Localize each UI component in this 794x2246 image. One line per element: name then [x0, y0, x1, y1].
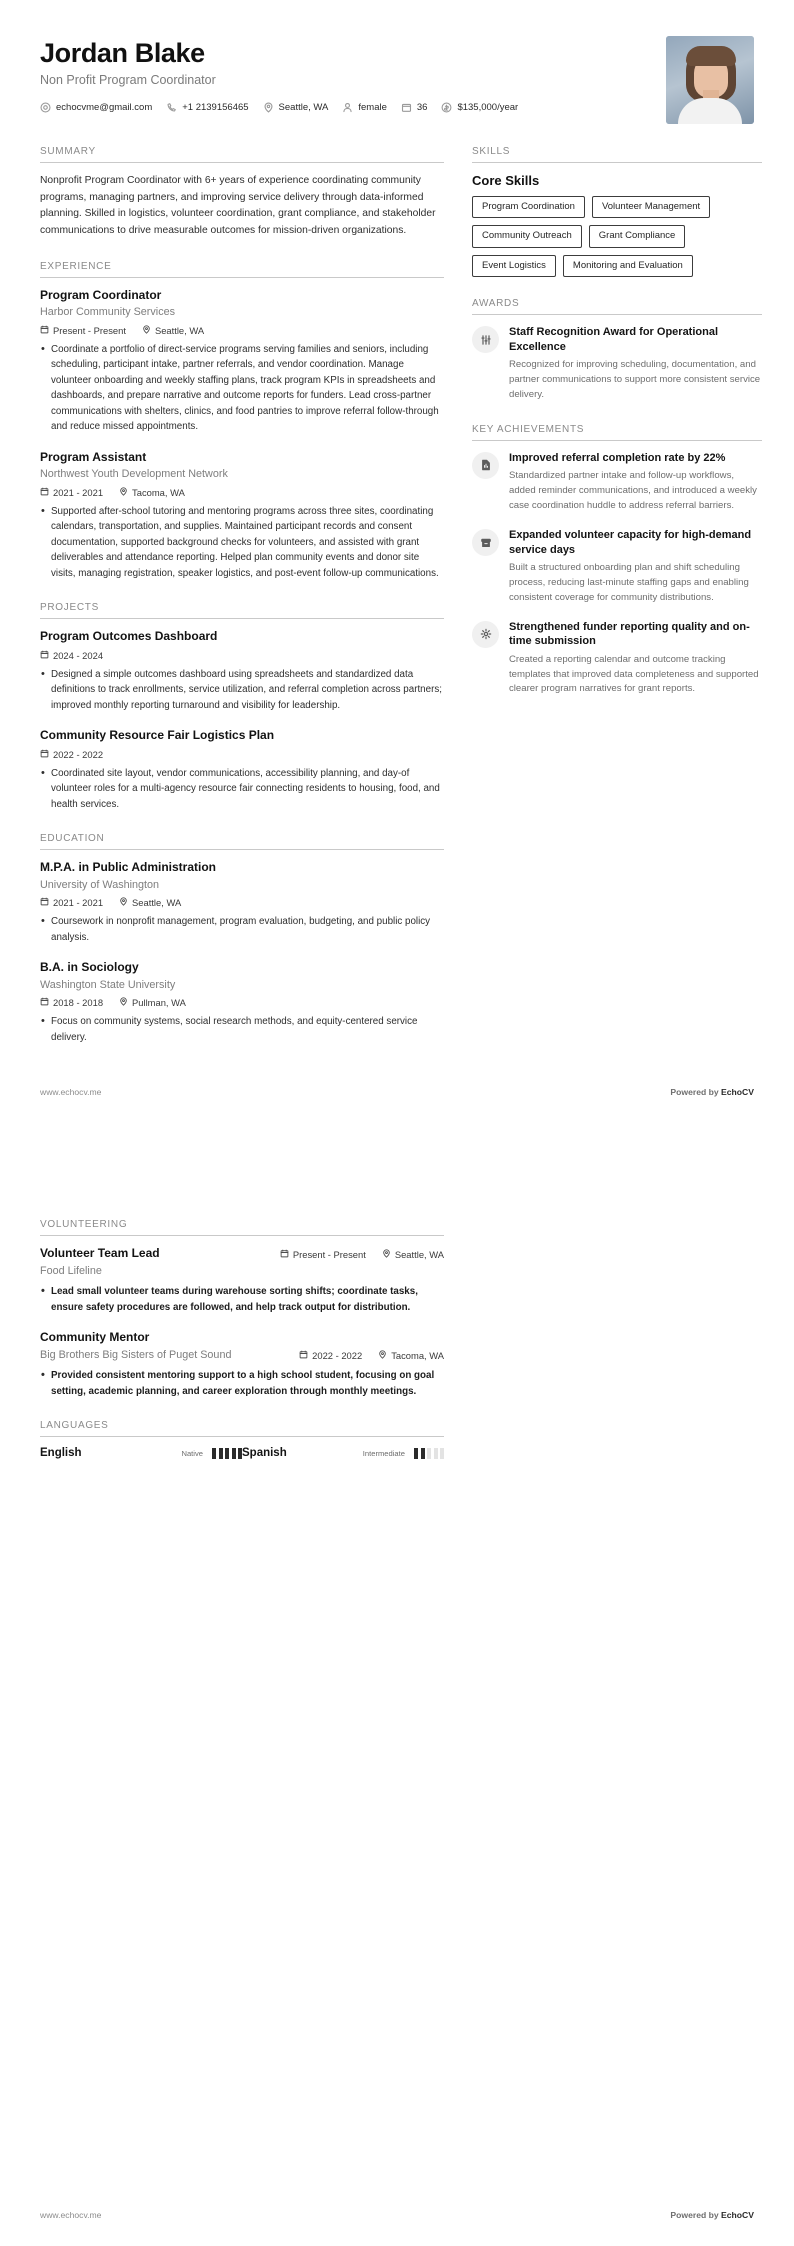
experience-location-value: Seattle, WA: [154, 324, 205, 336]
education-dates: [40, 997, 103, 1008]
contact-email[interactable]: [40, 102, 152, 113]
volunteering-entry: [40, 1330, 444, 1399]
proficiency-dot: [421, 1448, 425, 1459]
education-org: Washington State University: [40, 978, 176, 991]
volunteering-entry: [40, 1246, 444, 1315]
list-item: • Coordinate a portfolio of direct-service programs serving families and seniors, including scheduling, participant intake, partner referrals, and vendor coordination. Manage volunteer onboarding and weekly staffing plans, track program KPIs in spreadsheets and dashboards, and prepare narrative and outcome reports for funders. Lead cross-partner communications with shelters, clinics, and food pantries to improve referral follow-through and reduce missed appointments.: [40, 342, 444, 435]
achievement-item: [472, 620, 762, 698]
side-column-page2: [472, 1219, 762, 1480]
list-item: • Lead small volunteer teams during warehouse sorting shifts; coordinate tasks, ensure safety procedures are followed, and help track output for distribution.: [40, 1284, 444, 1315]
calendar-icon: [40, 749, 49, 760]
calendar-icon: [40, 997, 49, 1008]
project-bullets: [40, 766, 444, 812]
experience-location: [142, 325, 204, 336]
skill-chip: Program Coordination: [472, 196, 585, 218]
list-item: • Supported after-school tutoring and mentoring programs across three sites, coordinating calendars, transportation, and supplies. Maintained participant records and consent documentation, supported background checks for volunteers, and assisted with grant deliverables and attendance reporting. Helped plan community events and donor site visits, managing registration, speaker logistics, and post-event follow-up communications.: [40, 504, 444, 581]
language-name: English: [40, 1447, 82, 1460]
location-icon: [142, 325, 151, 336]
project-bullets: [40, 667, 444, 713]
list-item: • Designed a simple outcomes dashboard using spreadsheets and standardized data definitions to track enrollments, service utilization, and referral completion across partners; improved monthly reporting turnaround and visibility for leadership.: [40, 667, 444, 713]
location-icon: [382, 1249, 391, 1260]
archive-box-icon: [472, 529, 499, 556]
contact-age: [401, 102, 428, 113]
section-awards: [472, 298, 762, 403]
main-column-page2: [40, 1219, 444, 1480]
contact-row: [40, 102, 518, 113]
achievement-body: [509, 451, 762, 514]
skills-heading: SKILLS: [472, 146, 762, 163]
contact-phone-value: +1 2139156465: [182, 102, 249, 114]
location-icon: [119, 487, 128, 498]
project-dates: [40, 650, 103, 661]
list-item: • Focus on community systems, social research methods, and equity-centered service delivery.: [40, 1014, 444, 1045]
contact-location: [263, 102, 329, 113]
page-footer: [40, 2210, 754, 2220]
gear-icon: [472, 621, 499, 648]
education-entry: [40, 860, 444, 945]
skill-chip: Volunteer Management: [592, 196, 710, 218]
footer-brand: [670, 1087, 754, 1097]
experience-dates-value: Present - Present: [53, 324, 126, 336]
volunteering-dates-value: Present - Present: [292, 1249, 366, 1260]
project-title: Program Outcomes Dashboard: [40, 629, 218, 644]
volunteering-title: Volunteer Team Lead: [40, 1246, 160, 1260]
language-item: [40, 1447, 242, 1459]
content-columns: [40, 146, 761, 1066]
language-level: Native: [181, 1448, 203, 1458]
experience-dates-value: 2021 - 2021: [53, 486, 104, 498]
calendar-icon: [40, 487, 49, 498]
project-dates-value: 2024 - 2024: [53, 649, 104, 661]
experience-entry: [40, 450, 444, 582]
volunteering-head-left: [40, 1330, 231, 1362]
key-achievements-heading: KEY ACHIEVEMENTS: [472, 424, 762, 441]
education-dates-value: 2018 - 2018: [53, 997, 104, 1009]
experience-meta: [40, 325, 444, 336]
candidate-name: Jordan Blake: [40, 38, 205, 68]
award-description: Recognized for improving scheduling, documentation, and partner communications to support more consistent service delivery.: [509, 359, 761, 401]
contact-gender: [342, 102, 387, 113]
list-item: • Coordinated site layout, vendor communications, accessibility planning, and day-of volunteer roles for a multi-agency resource fair connecting residents to housing, food, and health services.: [40, 766, 444, 812]
experience-location: [119, 487, 185, 498]
language-item: [242, 1447, 444, 1459]
proficiency-dot: [232, 1448, 236, 1459]
location-icon: [263, 102, 274, 113]
proficiency-dot: [212, 1448, 216, 1459]
volunteering-dates: [299, 1350, 362, 1361]
project-title: Community Resource Fair Logistics Plan: [40, 728, 275, 743]
project-meta: [40, 749, 444, 760]
sliders-icon: [472, 326, 499, 353]
contact-salary: [441, 102, 518, 113]
achievement-description: Built a structured onboarding plan and shift scheduling process, reducing last-minute staffing gaps and enabling consistent coverage for community distributions.: [509, 562, 749, 603]
project-dates-value: 2022 - 2022: [53, 748, 104, 760]
footer-brand: [670, 2210, 754, 2220]
calendar-icon: [401, 102, 412, 113]
volunteering-meta: [280, 1249, 444, 1260]
footer-brand-name: EchoCV: [721, 1087, 754, 1097]
volunteering-bullets: [40, 1284, 444, 1315]
experience-dates: [40, 487, 103, 498]
education-dates-value: 2021 - 2021: [53, 897, 104, 909]
achievement-item: [472, 451, 762, 514]
salary-icon: [441, 102, 452, 113]
volunteering-location-value: Tacoma, WA: [391, 1350, 444, 1362]
footer-powered-prefix: Powered by: [670, 2210, 722, 2220]
section-projects: [40, 602, 444, 812]
experience-meta: [40, 487, 444, 498]
volunteering-location: [378, 1350, 444, 1361]
award-body: [509, 325, 762, 403]
language-row: [40, 1447, 444, 1459]
volunteering-location: [382, 1249, 444, 1260]
section-experience: [40, 261, 444, 581]
contact-email-value: echocvme@gmail.com: [56, 102, 153, 114]
experience-heading: EXPERIENCE: [40, 261, 444, 278]
volunteering-head-left: [40, 1246, 160, 1278]
proficiency-dot: [225, 1448, 229, 1459]
contact-location-value: Seattle, WA: [278, 102, 329, 114]
volunteering-dates: [280, 1249, 366, 1260]
languages-heading: LANGUAGES: [40, 1420, 444, 1437]
volunteering-org: Big Brothers Big Sisters of Puget Sound: [40, 1348, 232, 1361]
skill-chip: Monitoring and Evaluation: [563, 255, 693, 277]
skill-chip-list: [472, 196, 762, 277]
volunteering-title: Community Mentor: [40, 1330, 150, 1345]
projects-heading: PROJECTS: [40, 602, 444, 619]
proficiency-dot: [414, 1448, 418, 1459]
education-dates: [40, 897, 103, 908]
contact-age-value: 36: [416, 102, 428, 114]
skill-chip: Community Outreach: [472, 225, 582, 247]
side-column: [472, 146, 762, 1066]
award-title: Staff Recognition Award for Operational Excellence: [509, 326, 719, 353]
experience-location-value: Tacoma, WA: [132, 486, 185, 498]
avatar-hair-front: [686, 46, 736, 66]
volunteering-head-row: [40, 1246, 444, 1278]
location-icon: [119, 897, 128, 908]
section-languages: [40, 1420, 444, 1459]
volunteering-bullets: [40, 1368, 444, 1399]
phone-icon: [166, 102, 177, 113]
education-title: M.P.A. in Public Administration: [40, 860, 217, 875]
calendar-icon: [40, 650, 49, 661]
footer-website[interactable]: www.echocv.me: [40, 2210, 102, 2220]
awards-heading: AWARDS: [472, 298, 762, 315]
project-entry: [40, 728, 444, 812]
achievement-item: [472, 528, 762, 606]
language-name: Spanish: [242, 1447, 287, 1460]
education-location-value: Seattle, WA: [132, 897, 182, 909]
language-proficiency-dots: [212, 1448, 242, 1459]
experience-entry: [40, 288, 444, 435]
achievement-title: Strengthened funder reporting quality and on-time submission: [509, 620, 750, 648]
achievement-body: [509, 528, 762, 606]
proficiency-dot: [434, 1448, 438, 1459]
experience-bullets: [40, 504, 444, 581]
achievement-description: Created a reporting calendar and outcome tracking templates that improved data completeness and supported clearer program narratives for grant reports.: [509, 653, 759, 695]
experience-title: Program Assistant: [40, 449, 147, 464]
calendar-icon: [40, 897, 49, 908]
contact-phone[interactable]: [166, 102, 248, 113]
project-meta: [40, 650, 444, 661]
proficiency-dot: [219, 1448, 223, 1459]
email-icon: [40, 102, 51, 113]
page-footer: [40, 1087, 754, 1097]
education-heading: EDUCATION: [40, 833, 444, 850]
experience-dates: [40, 325, 126, 336]
summary-heading: SUMMARY: [40, 146, 444, 163]
proficiency-dot: [427, 1448, 431, 1459]
language-proficiency-dots: [414, 1448, 444, 1459]
education-title: B.A. in Sociology: [40, 960, 139, 975]
section-key-achievements: [472, 424, 762, 697]
candidate-job-title: Non Profit Program Coordinator: [40, 73, 216, 88]
person-icon: [342, 102, 353, 113]
calendar-icon: [280, 1249, 289, 1260]
volunteering-org: Food Lifeline: [40, 1264, 102, 1277]
summary-text: Nonprofit Program Coordinator with 6+ years of experience coordinating community programs, managing partners, and improving service delivery through data-informed planning. Skilled in logistics, volunteer coordination, grant compliance, and stakeholder communications to drive measurable outcomes for mission-driven organizations.: [40, 175, 436, 237]
chart-document-icon: [472, 452, 499, 479]
language-level: Intermediate: [362, 1448, 405, 1458]
achievement-body: [509, 620, 762, 698]
achievement-title: Expanded volunteer capacity for high-demand service days: [509, 529, 752, 556]
location-icon: [378, 1350, 387, 1361]
experience-title: Program Coordinator: [40, 287, 162, 302]
location-icon: [119, 997, 128, 1008]
experience-org: Northwest Youth Development Network: [40, 468, 228, 481]
education-location: [119, 897, 181, 908]
education-org: University of Washington: [40, 878, 160, 891]
contact-gender-value: female: [358, 102, 387, 114]
resume-page-2: [0, 1123, 794, 2246]
section-summary: [40, 146, 444, 240]
education-meta: [40, 897, 444, 908]
header-text-block: [40, 36, 518, 113]
footer-powered-prefix: Powered by: [670, 1087, 722, 1097]
achievement-title: Improved referral completion rate by 22%: [509, 451, 726, 464]
list-item: • Provided consistent mentoring support to a high school student, focusing on goal setting, academic planning, and career exploration through monthly meetings.: [40, 1368, 444, 1399]
footer-website[interactable]: www.echocv.me: [40, 1087, 102, 1097]
project-dates: [40, 749, 103, 760]
section-education: [40, 833, 444, 1045]
calendar-icon: [299, 1350, 308, 1361]
experience-bullets: [40, 342, 444, 435]
skills-group-title: Core Skills: [472, 173, 540, 188]
volunteering-head-row: [40, 1330, 444, 1362]
avatar: [666, 36, 754, 124]
contact-salary-value: $135,000/year: [457, 102, 519, 114]
education-bullets: [40, 914, 444, 945]
skill-chip: Grant Compliance: [589, 225, 686, 247]
proficiency-dot: [440, 1448, 444, 1459]
achievement-description: Standardized partner intake and follow-up workflows, added reminder communications, and introduced a weekly case coordination huddle to address referral barriers.: [509, 470, 757, 512]
main-column: [40, 146, 444, 1066]
content-columns-page2: [40, 1219, 754, 1480]
volunteering-meta: [299, 1350, 444, 1361]
education-meta: [40, 997, 444, 1008]
volunteering-dates-value: 2022 - 2022: [312, 1350, 363, 1362]
calendar-icon: [40, 325, 49, 336]
list-item: • Coursework in nonprofit management, program evaluation, budgeting, and public policy analysis.: [40, 914, 444, 945]
education-location: [119, 997, 186, 1008]
volunteering-heading: VOLUNTEERING: [40, 1219, 444, 1236]
skill-chip: Event Logistics: [472, 255, 556, 277]
experience-org: Harbor Community Services: [40, 306, 175, 319]
education-location-value: Pullman, WA: [132, 997, 186, 1009]
footer-brand-name: EchoCV: [721, 2210, 754, 2220]
education-entry: [40, 960, 444, 1045]
project-entry: [40, 629, 444, 713]
volunteering-location-value: Seattle, WA: [394, 1249, 444, 1260]
section-volunteering: [40, 1219, 444, 1399]
section-skills: [472, 146, 762, 277]
education-bullets: [40, 1014, 444, 1045]
award-item: [472, 325, 762, 403]
resume-header: [40, 36, 754, 124]
